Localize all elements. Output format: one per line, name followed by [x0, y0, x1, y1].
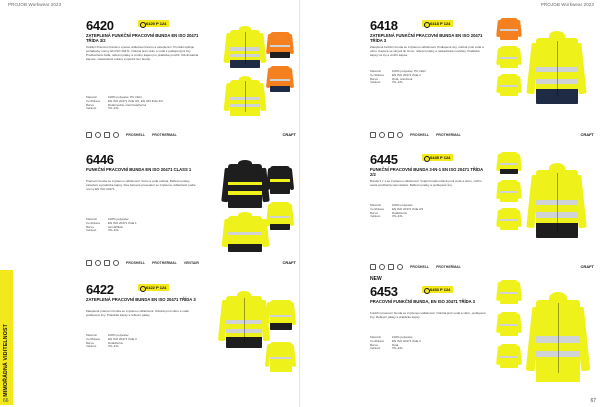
iron-icon	[397, 132, 403, 138]
jacket-image	[270, 66, 290, 92]
proshell-logo: PROSHELL	[410, 264, 430, 269]
spec-row: Certifikace EN ISO 20471 třída 3	[86, 336, 137, 341]
product-specs	[86, 218, 202, 233]
no-dryer-icon	[95, 132, 101, 138]
page-number-right: 67	[590, 398, 596, 404]
product-specs	[370, 336, 486, 351]
jacket-image	[228, 164, 262, 208]
product-specs	[86, 96, 202, 111]
care-icons-row	[86, 130, 296, 139]
product-code: 6453	[370, 284, 398, 299]
product-title: ZATEPLENÁ FUNKČNÍ PRACOVNÍ BUNDA EN ISO 20471 TŘÍDA 3/2	[86, 33, 199, 43]
jacket-image	[230, 80, 260, 116]
product-photos	[496, 18, 594, 124]
jacket-image	[536, 38, 578, 104]
jacket-image	[536, 170, 578, 238]
product-description: Zateplená funkční bunda se zvýšenou viditelností. Podlepené švy, odolná proti vodě a větru. Kapuce se skrývá do límce, reflexní pásky a nastavitelné manžety. Praktické kapsy na zip a vnitřní kapsa.	[370, 45, 484, 57]
jacket-image	[500, 46, 518, 68]
product-title: ZATEPLENÁ FUNKČNÍ PRACOVNÍ BUNDA EN ISO 20471 TŘÍDA 3	[370, 33, 483, 43]
spec-row: Barva žlutá	[370, 342, 399, 347]
side-tab	[0, 270, 13, 405]
cert-badge: 6420 P 124	[138, 20, 169, 27]
product-description: Funkční pracovní bunda se zvýšenou viditelností. Odolná proti vodě a větru, podlepené švy. Reflexní pásky a praktické kapsy.	[370, 311, 486, 319]
product-specs	[370, 204, 486, 219]
proshell-logo: PROSHELL	[126, 260, 146, 265]
ventair-logo: VENTAIR	[183, 260, 199, 265]
product-photos	[214, 156, 296, 256]
product-6422	[86, 282, 296, 407]
page-number-left: 66	[3, 398, 9, 404]
prothermal-logo: PROTHERMAL	[152, 260, 177, 265]
jacket-image	[500, 280, 518, 304]
spec-row: Materiál 100% polyester	[370, 335, 413, 339]
product-photos	[496, 152, 594, 258]
proshell-logo: PROSHELL	[126, 132, 146, 137]
spec-row: Velikost XS–4XL	[86, 106, 120, 111]
no-dryer-icon	[95, 260, 101, 266]
jacket-image	[536, 300, 580, 382]
product-specs	[86, 334, 202, 349]
spec-row: Velikost XS–4XL	[86, 228, 120, 233]
product-code: 6418	[370, 18, 398, 33]
iron-icon	[397, 264, 403, 270]
product-description: Pracovní bunda se zvýšenou viditelností. Větru a vodě odolná. Reflexní pásky, zateplení a praktické kapsy. Dva barevné provedení se zvýšenou viditelností podle normy EN ISO 20471.	[86, 179, 196, 191]
iron-icon	[113, 132, 119, 138]
no-dryer-icon	[379, 132, 385, 138]
product-code: 6445	[370, 152, 398, 167]
product-title: FUNKČNÍ PRACOVNÍ BUNDA EN ISO 20471 CLASS 1	[86, 167, 192, 172]
jacket-image	[500, 312, 518, 336]
jacket-image	[500, 208, 518, 230]
proshell-logo: PROSHELL	[410, 132, 430, 137]
product-code: 6420	[86, 18, 114, 33]
jacket-image	[270, 342, 292, 372]
spec-row: Certifikace EN ISO 20471 třída 2/2	[370, 206, 424, 211]
product-description: Kvalitní Pracovní bunda s vysoce viditelnou barvou a zateplením. Produkt splňuje požadavky normy EN ISO 20471. Odolná proti větru a vodě s podlepenými švy. Prodloužená záda, reflexní pásky a mnoho kapes pro praktické použití. Odnímatelná kapuce, nastavitelné rukávy a spodní lem bundy.	[86, 45, 199, 61]
side-tab-label: MIMOŘÁDNÁ VIDITELNOST	[3, 324, 9, 397]
product-code: 6446	[86, 152, 114, 167]
cert-badge: 6422 P 124	[138, 284, 169, 291]
care-icons-row	[370, 262, 594, 271]
jacket-image	[228, 216, 262, 252]
product-code: 6422	[86, 282, 114, 297]
spec-row: Barva žlutá/černá	[86, 340, 123, 345]
product-title: PRACOVNÍ FUNKČNÍ BUNDA, EN ISO 20471 TŘÍDA 3	[370, 299, 476, 304]
product-6420	[86, 18, 296, 146]
product-title: FUNKČNÍ PRACOVNÍ BUNDA 3-IN-1 EN ISO 20471 TŘÍDA 2/2	[370, 167, 484, 177]
jacket-image	[500, 180, 518, 202]
care-icons-row	[370, 130, 594, 139]
jacket-image	[500, 74, 518, 96]
spec-row: Barva žlutá/modrá, oranžová/černá	[86, 102, 147, 107]
jacket-image	[500, 344, 518, 368]
cert-badge: 6445 P 124	[422, 154, 453, 161]
spec-row: Materiál 100% polyester	[86, 217, 129, 221]
wash-icon	[370, 264, 376, 270]
product-6453	[370, 276, 594, 407]
no-bleach-icon	[104, 260, 110, 266]
product-specs	[370, 70, 486, 85]
product-6445	[370, 152, 594, 280]
spec-row: Certifikace EN ISO 20471 třída 3	[370, 338, 421, 343]
spec-row: Materiál 100% polyester	[370, 203, 413, 207]
craft-logo: CRAFT	[282, 132, 296, 137]
jacket-image	[226, 296, 262, 348]
product-description: Bunda 3 v 1 se zvýšenou viditelností. Vnější bunda odolná proti vodě a větru, vnitřní vesta použitelná samostatně. Reflexní pásky a podlepené švy.	[370, 179, 482, 187]
product-description: Zateplená pracovní bunda se zvýšenou viditelností. Odolná proti větru a vodě, podlepené švy. Praktické kapsy a reflexní pásky.	[86, 309, 190, 317]
no-dryer-icon	[379, 264, 385, 270]
spec-row: Materiál 100% polyester, PU zátěr	[86, 95, 142, 99]
jacket-image	[270, 166, 290, 194]
spec-row: Barva černá/žlutá	[86, 224, 123, 229]
spec-row: Barva žlutá, oranžová	[370, 76, 413, 81]
product-photos	[214, 286, 296, 396]
jacket-image	[500, 152, 518, 174]
jacket-image	[270, 32, 290, 58]
craft-logo: CRAFT	[580, 132, 594, 137]
iron-icon	[113, 260, 119, 266]
product-photos	[214, 22, 296, 122]
prothermal-logo: PROTHERMAL	[436, 132, 461, 137]
spec-row: Velikost XS–4XL	[86, 344, 120, 349]
right-page	[300, 0, 600, 407]
new-badge: NEW	[370, 276, 382, 282]
jacket-image	[270, 300, 292, 330]
jacket-image	[500, 18, 518, 40]
no-bleach-icon	[388, 132, 394, 138]
prothermal-logo: PROTHERMAL	[152, 132, 177, 137]
spec-row: Certifikace EN ISO 20471 třída 3	[370, 72, 421, 77]
product-6418	[370, 18, 594, 146]
spec-row: Materiál 100% polyester	[86, 333, 129, 337]
spec-row: Barva žlutá/černá	[370, 210, 407, 215]
craft-logo: CRAFT	[282, 260, 296, 265]
left-header: PROJOB Workwear 2023	[8, 2, 62, 7]
wash-icon	[86, 260, 92, 266]
spec-row: Certifikace EN ISO 20471 třída 1	[86, 220, 137, 225]
spec-row: Velikost XS–4XL	[370, 214, 404, 219]
product-photos	[496, 280, 594, 392]
spec-row: Velikost XS–4XL	[370, 346, 404, 351]
spec-row: Velikost XS–4XL	[370, 80, 404, 85]
wash-icon	[370, 132, 376, 138]
care-icons-row	[86, 258, 296, 267]
craft-logo: CRAFT	[580, 264, 594, 269]
no-bleach-icon	[388, 264, 394, 270]
product-6446	[86, 152, 296, 280]
cert-badge: 6418 P 124	[422, 20, 453, 27]
no-bleach-icon	[104, 132, 110, 138]
spec-row: Materiál 100% polyester, PU zátěr	[370, 69, 426, 73]
cert-badge: 6453 P 124	[422, 286, 453, 293]
jacket-image	[230, 30, 260, 68]
spec-row: Certifikace EN ISO 20471 třída 3/2, EN 343 třída 3/3	[86, 98, 163, 103]
product-title: ZATEPLENÁ PRACOVNÍ BUNDA EN ISO 20471 TŘÍDA 3	[86, 297, 196, 302]
wash-icon	[86, 132, 92, 138]
jacket-image	[270, 202, 290, 230]
prothermal-logo: PROTHERMAL	[436, 264, 461, 269]
right-header: PROJOB Workwear 2023	[540, 2, 594, 7]
